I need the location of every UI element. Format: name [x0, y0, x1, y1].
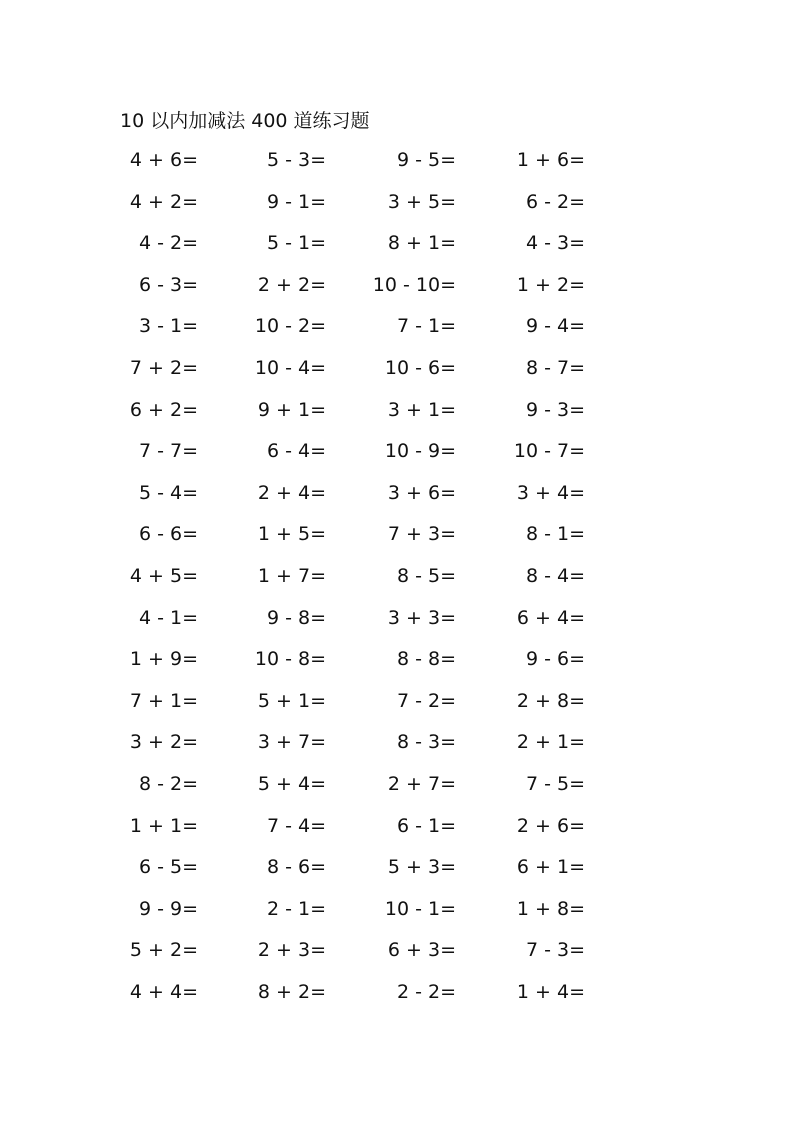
- problem-cell: 2 + 8=: [516, 689, 585, 712]
- problem-row: [0, 270, 794, 300]
- problem-cell: 4 - 3=: [525, 232, 585, 255]
- problem-cell: 3 + 7=: [257, 731, 326, 754]
- problem-row: [0, 561, 794, 591]
- problem-row: [0, 852, 794, 882]
- problem-row: [0, 811, 794, 841]
- problem-cell: 10 - 1=: [384, 897, 456, 920]
- problem-cell: 7 - 5=: [525, 773, 585, 795]
- problem-cell: 4 - 2=: [138, 232, 198, 255]
- problem-cell: 6 + 3=: [387, 939, 456, 962]
- problem-cell: 4 + 4=: [129, 981, 198, 1003]
- problem-cell: 9 - 1=: [266, 190, 326, 213]
- problem-cell: 9 - 5=: [396, 149, 456, 171]
- problem-cell: 5 - 1=: [266, 232, 326, 255]
- problem-cell: 7 + 2=: [129, 357, 198, 379]
- problem-cell: 9 - 4=: [525, 315, 585, 338]
- problem-cell: 9 - 9=: [138, 897, 198, 920]
- problem-row: [0, 187, 794, 217]
- problem-cell: 3 + 2=: [129, 731, 198, 754]
- problem-cell: 3 + 1=: [387, 398, 456, 421]
- problem-cell: 9 - 8=: [266, 606, 326, 629]
- problem-cell: 8 + 1=: [387, 232, 456, 255]
- problem-cell: 6 - 2=: [525, 190, 585, 213]
- problem-cell: 7 - 4=: [266, 814, 326, 837]
- problem-cell: 1 + 7=: [257, 565, 326, 587]
- problem-cell: 5 + 3=: [387, 856, 456, 879]
- problem-cell: 9 - 6=: [525, 648, 585, 671]
- problem-cell: 2 + 7=: [387, 773, 456, 795]
- problem-cell: 6 + 4=: [516, 606, 585, 629]
- problem-cell: 3 + 6=: [387, 481, 456, 504]
- problem-cell: 4 + 6=: [129, 149, 198, 171]
- problem-cell: 2 - 2=: [396, 981, 456, 1003]
- problem-cell: 7 - 1=: [396, 315, 456, 338]
- problem-row: [0, 436, 794, 466]
- problem-row: [0, 644, 794, 674]
- problem-cell: 3 + 4=: [516, 481, 585, 504]
- problem-cell: 7 - 7=: [138, 440, 198, 463]
- problem-cell: 3 + 5=: [387, 190, 456, 213]
- problem-row: [0, 395, 794, 425]
- problem-row: [0, 977, 794, 1007]
- problem-cell: 4 - 1=: [138, 606, 198, 629]
- problem-row: [0, 603, 794, 633]
- problem-cell: 6 - 3=: [138, 273, 198, 296]
- problem-cell: 1 + 1=: [129, 814, 198, 837]
- problem-row: [0, 478, 794, 508]
- problem-cell: 7 + 3=: [387, 523, 456, 546]
- problem-cell: 8 - 7=: [525, 357, 585, 379]
- problem-cell: 8 - 2=: [138, 773, 198, 795]
- problem-cell: 5 - 3=: [266, 149, 326, 171]
- problem-cell: 8 - 1=: [525, 523, 585, 546]
- problem-cell: 2 + 3=: [257, 939, 326, 962]
- problem-cell: 1 + 2=: [516, 273, 585, 296]
- problem-cell: 9 + 1=: [257, 398, 326, 421]
- problem-row: [0, 769, 794, 799]
- problem-cell: 10 - 4=: [254, 357, 326, 379]
- problem-cell: 6 - 4=: [266, 440, 326, 463]
- problem-cell: 1 + 4=: [516, 981, 585, 1003]
- problem-row: [0, 686, 794, 716]
- problem-cell: 8 - 6=: [266, 856, 326, 879]
- problem-row: [0, 894, 794, 924]
- problem-cell: 7 - 2=: [396, 689, 456, 712]
- problem-cell: 2 - 1=: [266, 897, 326, 920]
- problem-cell: 10 - 6=: [384, 357, 456, 379]
- problem-cell: 5 + 4=: [257, 773, 326, 795]
- problem-cell: 10 - 2=: [254, 315, 326, 338]
- problem-cell: 10 - 7=: [513, 440, 585, 463]
- problem-cell: 7 + 1=: [129, 689, 198, 712]
- problem-cell: 8 - 8=: [396, 648, 456, 671]
- problem-cell: 7 - 3=: [525, 939, 585, 962]
- problem-row: [0, 353, 794, 383]
- problem-cell: 6 - 1=: [396, 814, 456, 837]
- problem-cell: 8 - 5=: [396, 565, 456, 587]
- problem-cell: 1 + 6=: [516, 149, 585, 171]
- problem-cell: 2 + 4=: [257, 481, 326, 504]
- problem-cell: 5 + 1=: [257, 689, 326, 712]
- problem-cell: 5 + 2=: [129, 939, 198, 962]
- problem-row: [0, 311, 794, 341]
- problem-cell: 3 - 1=: [138, 315, 198, 338]
- problem-cell: 8 - 4=: [525, 565, 585, 587]
- problem-cell: 8 - 3=: [396, 731, 456, 754]
- problem-cell: 10 - 9=: [384, 440, 456, 463]
- problem-cell: 6 + 2=: [129, 398, 198, 421]
- problem-cell: 2 + 1=: [516, 731, 585, 754]
- problem-cell: 2 + 6=: [516, 814, 585, 837]
- worksheet-title: 10 以内加减法 400 道练习题: [120, 110, 370, 132]
- problem-cell: 1 + 8=: [516, 897, 585, 920]
- problem-cell: 4 + 5=: [129, 565, 198, 587]
- problem-cell: 3 + 3=: [387, 606, 456, 629]
- problem-cell: 10 - 10=: [372, 273, 456, 296]
- problem-cell: 6 + 1=: [516, 856, 585, 879]
- problem-cell: 1 + 9=: [129, 648, 198, 671]
- problem-row: [0, 228, 794, 258]
- problem-cell: 8 + 2=: [257, 981, 326, 1003]
- problem-row: [0, 519, 794, 549]
- problem-cell: 9 - 3=: [525, 398, 585, 421]
- problem-cell: 5 - 4=: [138, 481, 198, 504]
- problem-row: [0, 727, 794, 757]
- problem-cell: 1 + 5=: [257, 523, 326, 546]
- problem-row: [0, 145, 794, 175]
- problem-cell: 6 - 5=: [138, 856, 198, 879]
- problem-cell: 2 + 2=: [257, 273, 326, 296]
- problem-row: [0, 935, 794, 965]
- problem-cell: 10 - 8=: [254, 648, 326, 671]
- problem-cell: 4 + 2=: [129, 190, 198, 213]
- problem-cell: 6 - 6=: [138, 523, 198, 546]
